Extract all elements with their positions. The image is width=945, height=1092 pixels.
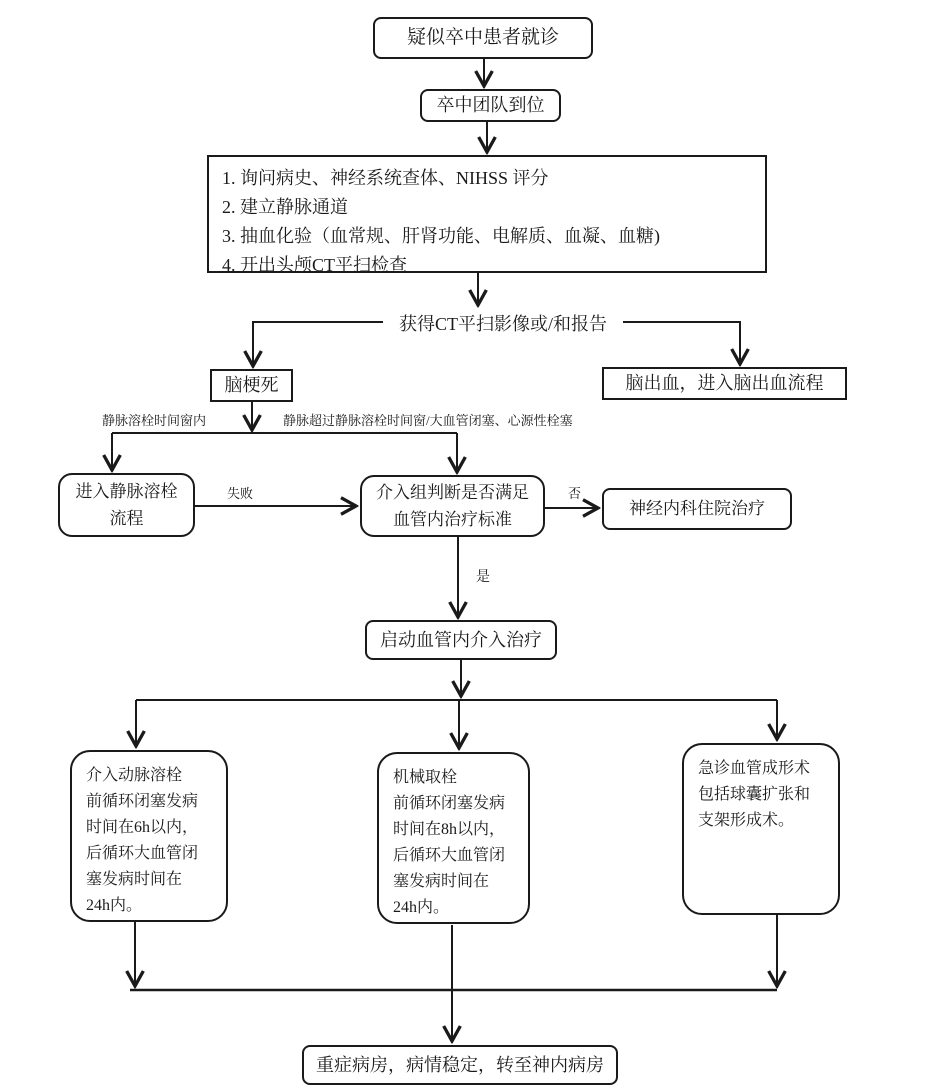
node-ia-thrombolysis — [70, 750, 228, 922]
ia-thrombolysis-line: 塞发病时间在 — [86, 871, 183, 888]
edge-label-fail: 失败 — [227, 486, 254, 501]
node-ct-result: 获得CT平扫影像或/和报告 — [398, 314, 607, 334]
thrombectomy-line: 时间在8h以内， — [393, 821, 506, 838]
thrombectomy-line: 后循环大血管闭 — [393, 847, 506, 864]
thrombectomy-line: 24h内。 — [393, 899, 450, 916]
evt-decision-line: 介入组判断是否满足 — [376, 483, 529, 502]
edge-label-within-iv-window: 静脉溶栓时间窗内 — [102, 413, 207, 428]
ia-thrombolysis-line: 后循环大血管闭 — [86, 845, 199, 862]
ia-thrombolysis-line: 介入动脉溶栓 — [86, 767, 183, 784]
edge-label-beyond-iv-window: 静脉超过静脉溶栓时间窗/大血管闭塞、心源性栓塞 — [283, 413, 573, 428]
node-iv-thrombolysis-flow — [58, 473, 195, 537]
node-neurology-ward — [602, 488, 792, 530]
node-mechanical-thrombectomy — [377, 752, 530, 924]
thrombectomy-line: 前循环闭塞发病 — [393, 795, 506, 812]
node-emergency-angioplasty — [682, 743, 840, 915]
thrombectomy-line: 机械取栓 — [393, 769, 458, 786]
node-start-evt-label: 启动血管内介入治疗 — [380, 629, 542, 650]
angioplasty-line: 包括球囊扩张和 — [698, 786, 811, 803]
ia-thrombolysis-line: 24h内。 — [86, 897, 143, 914]
thrombectomy-line: 塞发病时间在 — [393, 873, 490, 890]
node-evt-criteria-decision — [360, 475, 545, 537]
node-initial-workup — [207, 155, 767, 273]
node-cerebral-hemorrhage-label: 脑出血，进入脑出血流程 — [625, 373, 824, 394]
iv-thrombolysis-line: 进入静脉溶栓 — [75, 482, 178, 501]
ia-thrombolysis-line: 时间在6h以内， — [86, 819, 199, 836]
angioplasty-line: 急诊血管成形术 — [698, 760, 811, 777]
workup-step: 3. 抽血化验（血常规、肝肾功能、电解质、血凝、血糖) — [222, 226, 660, 246]
node-stroke-team-ready — [420, 89, 561, 122]
node-stroke-team-ready-label: 卒中团队到位 — [436, 95, 545, 116]
node-start-evt — [365, 620, 557, 660]
node-cerebral-hemorrhage — [602, 367, 847, 400]
angioplasty-line: 支架形成术。 — [698, 812, 795, 829]
evt-decision-line: 血管内治疗标准 — [393, 510, 512, 529]
node-icu-transfer — [302, 1045, 618, 1085]
node-neurology-ward-label: 神经内科住院治疗 — [629, 498, 765, 518]
iv-thrombolysis-line: 流程 — [109, 509, 144, 528]
ia-thrombolysis-line: 前循环闭塞发病 — [86, 793, 199, 810]
workup-step: 1. 询问病史、神经系统查体、NIHSS 评分 — [222, 168, 549, 188]
node-suspected-stroke-visit — [373, 17, 593, 59]
workup-step: 4. 开出头颅CT平扫检查 — [222, 255, 408, 275]
node-cerebral-infarction — [210, 369, 293, 402]
edge-label-no: 否 — [568, 486, 582, 501]
node-cerebral-infarction-label: 脑梗死 — [224, 375, 279, 396]
edge-label-yes: 是 — [476, 570, 490, 585]
node-suspected-stroke-visit-label: 疑似卒中患者就诊 — [406, 27, 559, 49]
workup-step: 2. 建立静脉通道 — [222, 197, 348, 217]
node-icu-transfer-label: 重症病房，病情稳定，转至神内病房 — [316, 1054, 604, 1075]
